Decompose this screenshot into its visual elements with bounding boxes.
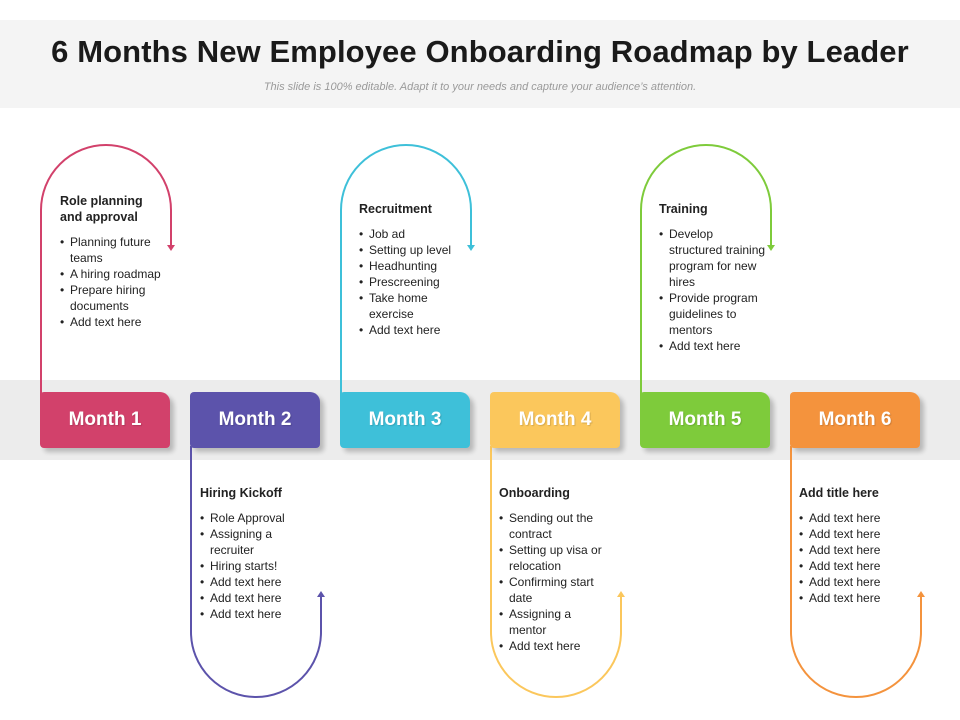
stage-1-list <box>60 234 164 330</box>
month-1-box: Month 1 <box>40 392 170 448</box>
stage-4-text <box>499 485 605 654</box>
stage-2-bullet: • Hiring starts! <box>200 558 312 574</box>
stage-6-bullet: • Add text here <box>799 526 911 542</box>
stage-4-bullet: • Add text here <box>499 638 605 654</box>
stage-2-bullet: • Assigning a recruiter <box>200 526 312 558</box>
stage-3-bullet: • Take home exercise <box>359 290 459 322</box>
month-6-box: Month 6 <box>790 392 920 448</box>
stage-6-bullet: • Add text here <box>799 590 911 606</box>
stage-3-text <box>359 201 459 338</box>
stage-4-bullet: • Confirming start date <box>499 574 605 606</box>
stage-3-bullet: • Prescreening <box>359 274 459 290</box>
month-5-box: Month 5 <box>640 392 770 448</box>
stage-2-bullet: • Add text here <box>200 590 312 606</box>
stage-5-bullet: • Develop structured training program for new hires <box>659 226 767 290</box>
stage-4-bullet: • Setting up visa or relocation <box>499 542 605 574</box>
stage-2-bullet: • Role Approval <box>200 510 312 526</box>
stage-1-bullet: • Prepare hiring documents <box>60 282 164 314</box>
stage-1-bullet: • A hiring roadmap <box>60 266 164 282</box>
stage-3-bullet: • Job ad <box>359 226 459 242</box>
stage-5-text <box>659 201 767 354</box>
stage-5-bullet: • Add text here <box>659 338 767 354</box>
slide-subtitle: This slide is 100% editable. Adapt it to your needs and capture your audience’s attention. <box>263 81 697 93</box>
stage-2-list <box>200 510 312 622</box>
stage-4-bullet: • Assigning a mentor <box>499 606 605 638</box>
stage-2-bullet: • Add text here <box>200 606 312 622</box>
stage-1-bullet: • Add text here <box>60 314 164 330</box>
stage-2-text <box>200 485 312 622</box>
stage-6-bullet: • Add text here <box>799 542 911 558</box>
stage-4-bullet: • Sending out the contract <box>499 510 605 542</box>
month-4-box: Month 4 <box>490 392 620 448</box>
stage-6-bullet: • Add text here <box>799 558 911 574</box>
stage-6-bullet: • Add text here <box>799 510 911 526</box>
stage-3-bullet: • Setting up level <box>359 242 459 258</box>
stage-6-list <box>799 510 911 606</box>
connector-arrowhead-month-4 <box>617 591 625 597</box>
stage-4-heading: Onboarding <box>499 486 570 500</box>
stage-4-list <box>499 510 605 654</box>
connector-arrowhead-month-1 <box>167 245 175 251</box>
stage-5-bullet: • Provide program guidelines to mentors <box>659 290 767 338</box>
stage-3-heading: Recruitment <box>359 202 432 216</box>
month-3-box: Month 3 <box>340 392 470 448</box>
stage-3-bullet: • Add text here <box>359 322 459 338</box>
connector-arrowhead-month-3 <box>467 245 475 251</box>
stage-6-text <box>799 485 911 606</box>
connector-arrowhead-month-5 <box>767 245 775 251</box>
slide-title: 6 Months New Employee Onboarding Roadmap by Leader <box>51 34 909 69</box>
stage-1-text <box>60 193 164 330</box>
stage-2-bullet: • Add text here <box>200 574 312 590</box>
stage-5-heading: Training <box>659 202 708 216</box>
stage-3-list <box>359 226 459 338</box>
stage-6-heading: Add title here <box>799 486 879 500</box>
stage-6-bullet: • Add text here <box>799 574 911 590</box>
connector-arrowhead-month-2 <box>317 591 325 597</box>
stage-5-list <box>659 226 767 354</box>
stage-2-heading: Hiring Kickoff <box>200 486 282 500</box>
connector-arrowhead-month-6 <box>917 591 925 597</box>
stage-1-bullet: • Planning future teams <box>60 234 164 266</box>
stage-3-bullet: • Headhunting <box>359 258 459 274</box>
month-2-box: Month 2 <box>190 392 320 448</box>
stage-1-heading: Role planning and approval <box>60 194 143 224</box>
